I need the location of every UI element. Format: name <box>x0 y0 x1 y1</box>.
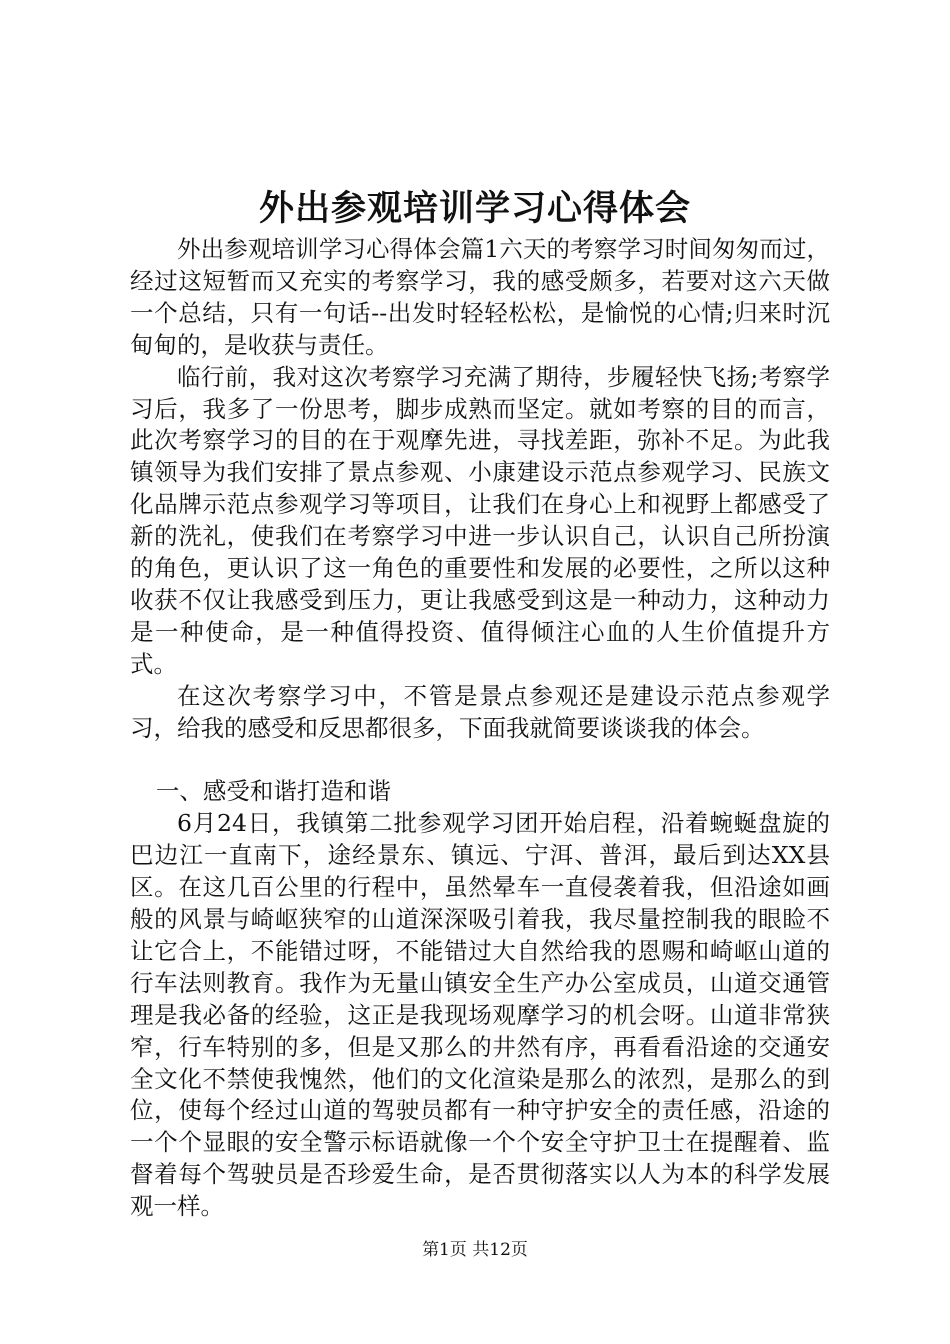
section-paragraph: 6月24日，我镇第二批参观学习团开始启程，沿着蜿蜒盘旋的巴边江一直南下，途经景东、镇远、宁洱、普洱，最后到达XX县区。在这几百公里的行程中，虽然晕车一直侵袭着我，但沿途如画般的风景与崎岖狭窄的山道深深吸引着我，我尽量控制我的眼睑不让它合上，不能错过呀，不能错过大自然给我的恩赐和崎岖山道的行车法则教育。我作为无量山镇安全生产办公室成员，山道交通管理是我必备的经验，这正是我现场观摩学习的机会呀。山道非常狭窄，行车特别的多，但是又那么的井然有序，再看看沿途的交通安全文化不禁使我愧然，他们的文化渲染是那么的浓烈，是那么的到位，使每个经过山道的驾驶员都有一种守护安全的责任感，沿途的一个个显眼的安全警示标语就像一个个安全守护卫士在提醒着、监督着每个驾驶员是否珍爱生命，是否贯彻落实以人为本的科学发展观一样。 <box>130 809 830 1221</box>
page-footer: 第1页 共12页 <box>422 1240 528 1260</box>
section-heading: 一、感受和谐打造和谐 <box>155 777 391 806</box>
body-paragraph: 临行前，我对这次考察学习充满了期待，步履轻快飞扬;考察学习后，我多了一份思考，脚步成熟而坚定。就如考察的目的而言，此次考察学习的目的在于观摩先进，寻找差距，弥补不足。为此我镇领导为我们安排了景点参观、小康建设示范点参观学习、民族文化品牌示范点参观学习等项目，让我们在身心上和视野上都感受了新的洗礼，使我们在考察学习中进一步认识自己，认识自己所扮演的角色，更认识了这一角色的重要性和发展的必要性，之所以这种收获不仅让我感受到压力，更让我感受到这是一种动力，这种动力是一种使命，是一种值得投资、值得倾注心血的人生价值提升方式。 <box>130 362 830 678</box>
document-title: 外出参观培训学习心得体会 <box>258 188 691 229</box>
document-body <box>130 234 830 1223</box>
body-paragraph: 外出参观培训学习心得体会篇1六天的考察学习时间匆匆而过，经过这短暂而又充实的考察学习，我的感受颇多，若要对这六天做一个总结，只有一句话--出发时轻轻松松，是愉悦的心情;归来时沉甸甸的，是收获与责任。 <box>130 235 830 359</box>
body-paragraph: 在这次考察学习中，不管是景点参观还是建设示范点参观学习，给我的感受和反思都很多，下面我就简要谈谈我的体会。 <box>130 681 830 742</box>
